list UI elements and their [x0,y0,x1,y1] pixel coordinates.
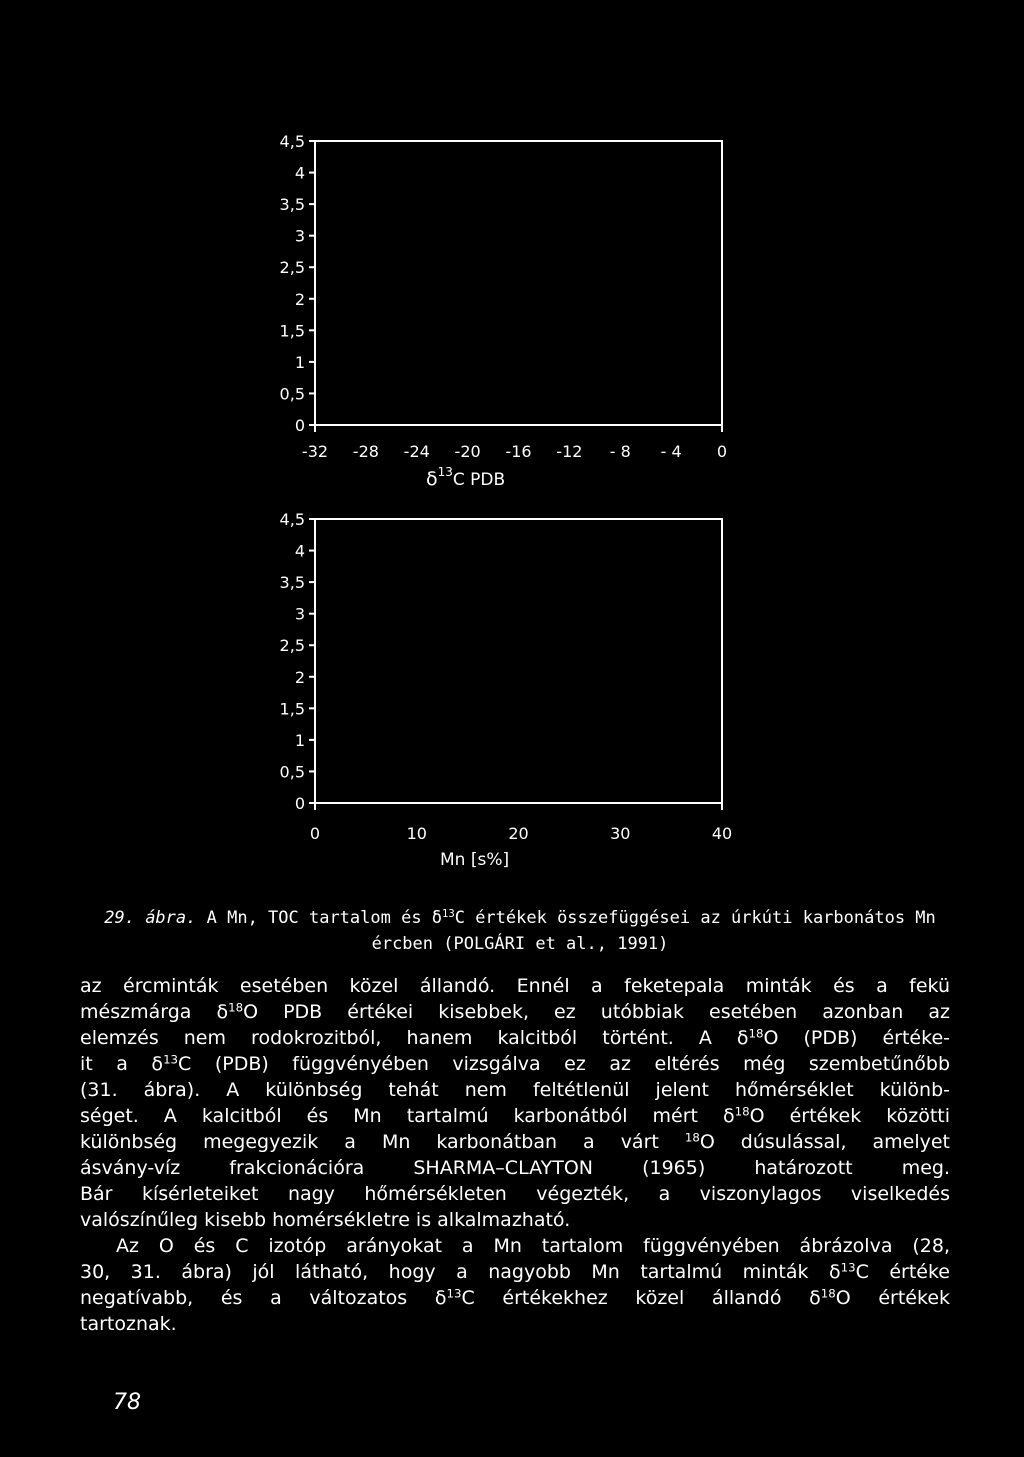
y-tick-label: 4,5 [279,132,305,151]
x-tick-label: -12 [556,442,583,461]
x-tick-label: 20 [508,824,529,843]
text-line: ásvány-víz frakcionációra SHARMA–CLAYTON (1965) határozott meg. [80,1157,950,1179]
text-line: séget. A kalcitból és Mn tartalmú karbonátból mért $\delta^{18}O$ értékek közötti [80,1104,951,1127]
x-tick-label: -28 [352,442,379,461]
caption-text: A Mn, TOC tartalom és δ [206,908,443,928]
chart-d13c-pdb [280,132,728,490]
y-tick-label: 4,5 [279,510,305,529]
y-tick-label: 3,5 [279,195,305,215]
y-axis [280,132,315,435]
x-tick-label: -24 [403,442,430,461]
x-tick-label: 10 [406,824,427,843]
text-line: az ércminták esetében közel állandó. Ennél a feketepala minták és a fekü [80,975,950,997]
x-tick-label: -16 [505,442,532,461]
caption-number: 29. [104,908,135,928]
x-tick-label: 0 [716,442,728,461]
x-axis [310,803,732,843]
chart-mn-content [280,510,733,870]
plot-frame [315,141,722,425]
text-line: 30, 31. ábra) jól látható, hogy a nagyobb Mn tartalmú minták $\delta^{13}C$ értéke [80,1260,950,1283]
y-tick-label: 0 [294,416,305,435]
y-tick-label: 3 [294,226,305,246]
caption-label: ábra. [145,908,197,928]
x-tick-label: - 4 [660,442,682,461]
caption-superscript: 13 [442,908,455,921]
y-tick-label: 0 [294,794,305,813]
x-axis-title: Mn [s%] [440,850,510,870]
y-tick-label: 2 [294,667,305,687]
y-tick-label: 0,5 [279,762,305,782]
text-line: Bár kísérleteiket nagy hőmérsékleten végezték, a viszonylagos viselkedés [80,1183,950,1205]
x-axis [302,425,727,461]
y-tick-label: 3,5 [279,573,305,593]
figure-caption [80,905,960,957]
y-tick-label: 2,5 [279,258,305,278]
caption-text-cont: C értékek összefüggései az úrkúti karbonátos Mn [454,908,936,928]
text-line: tartoznak. [80,1313,177,1335]
y-tick-label: 4 [294,163,305,183]
caption-line-2: ércben (POLGÁRI et al., 1991) [371,934,669,954]
text-line: különbség megegyezik a Mn karbonátban a várt $^{18}$O dúsulással, amelyet [80,1130,950,1153]
y-tick-label: 1 [294,730,305,750]
x-tick-label: 40 [711,824,733,843]
y-axis [280,510,315,813]
text-line: elemzés nem rodokrozitból, hanem kalcitból történt. A $\delta^{18}O$ (PDB) értéke- [80,1026,950,1049]
y-tick-label: 1 [294,352,305,372]
x-tick-label: 30 [610,824,631,843]
x-tick-label: -32 [301,442,329,461]
text-line: it a $\delta^{13}C$ (PDB) függvényében vizsgálva ez az eltérés még szembetűnőbb [80,1052,951,1075]
page-number: 78 [113,1390,141,1415]
y-tick-label: 2,5 [279,636,305,656]
text-line: mészmárga $\delta^{18}O$ PDB értékei kisebbek, ez utóbbiak esetében azonban az [80,1000,950,1023]
text-line: valószínűleg kisebb homérsékletre is alkalmazható. [80,1209,571,1231]
x-tick-label: -20 [454,442,481,461]
y-tick-label: 2 [294,289,305,309]
x-axis-title: $\delta^{13}C$ PDB [426,465,506,490]
y-tick-label: 1,5 [279,321,305,341]
body-text [80,973,950,1337]
text-line: negatívabb, és a változatos $\delta^{13}C$ értékekhez közel állandó $\delta^{18}O$ értékek [80,1286,951,1309]
y-tick-label: 0,5 [279,384,305,404]
text-line: (31. ábra). A különbség tehát nem feltétlenül jelent hőmérséklet különb- [80,1079,950,1101]
y-tick-label: 1,5 [279,699,305,719]
plot-frame [315,519,722,803]
y-tick-label: 3 [294,604,305,624]
x-tick-label: - 8 [609,442,631,461]
text-line: Az O és C izotóp arányokat a Mn tartalom függvényében ábrázolva (28, [116,1235,950,1257]
x-tick-label: 0 [309,824,321,843]
y-tick-label: 4 [294,541,305,561]
